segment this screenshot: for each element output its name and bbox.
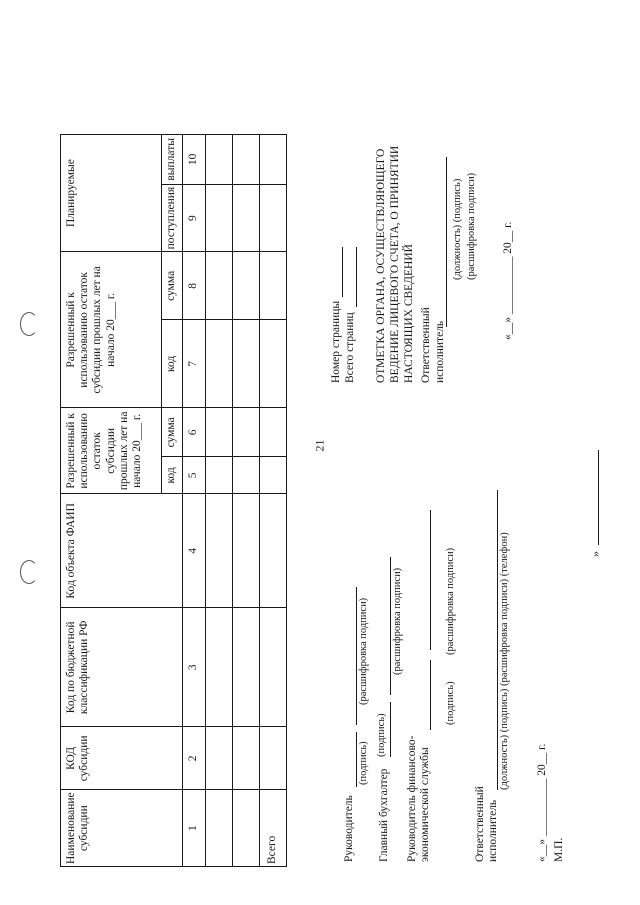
date-left: «__» __________ 20__ г. [536,743,548,862]
right-caption-1: (должность) (подпись) [452,178,463,280]
head-decode-caption: (расшифровка подписи) [358,597,369,705]
mark-line-2: ВЕДЕНИЕ ЛИЦЕВОГО СЧЕТА, О ПРИНЯТИИ [389,145,401,383]
fin-sign-caption: (подпись) [445,681,456,725]
page-number: 21 [312,439,327,452]
column-number: 6 [183,408,206,457]
fin-head-label-1: Руководитель финансово- [406,735,418,862]
bottom-mark: » [588,551,602,557]
fin-head-label-2: экономической службы [419,747,431,862]
subheader-payments: выплаты [162,134,183,184]
right-responsible-2: исполнитель [434,320,446,383]
table-row [233,134,260,866]
total-row [260,134,287,866]
total-label: Всего [260,790,287,867]
page-number-line [342,247,343,297]
ca-decode-caption: (расшифровка подписи) [392,567,403,675]
column-number: 4 [183,494,206,608]
header-permitted-prev-2: Разрешенный к использованию остаток субсидии прошлых лет на начало 20___ г. [61,252,162,408]
right-date: «__» __________ 20__ г. [502,221,514,340]
subheader-code: код [162,457,183,494]
mark-line-3: НАСТОЯЩИХ СВЕДЕНИЙ [403,244,415,383]
header-name: Наименование субсидии [61,790,183,867]
header-code: КОД субсидии [61,727,183,790]
total-pages-label: Всего страниц [344,312,356,383]
header-planned: Планируемые [61,134,162,252]
column-number: 9 [183,184,206,252]
stamp-label: М.П. [553,837,565,862]
subheader-sum-2: сумма [162,252,183,320]
column-number: 2 [183,727,206,790]
column-number: 5 [183,457,206,494]
responsible-caption: (должность) (подпись) (расшифровка подписи) (телефон) [499,532,510,790]
header-faip-code: Код объекта ФАИП [61,494,183,608]
subheader-sum: сумма [162,408,183,457]
bottom-line [598,450,599,545]
chief-accountant-label: Главный бухгалтер [378,768,390,862]
head-sign-line [356,732,357,787]
right-responsible-line [446,157,447,327]
column-number: 7 [183,320,206,408]
subheader-incoming: поступления [162,184,183,252]
head-decode-line [356,587,357,725]
subsidy-table [60,134,287,867]
header-permitted-prev: Разрешенный к использованию остаток субсидии прошлых лет на начало 20___ г. [61,408,162,494]
ca-decode-line [390,557,391,695]
responsible-sign-line [497,490,498,790]
subheader-code-2: код [162,320,183,408]
total-pages-line [356,247,357,307]
column-number-row [183,134,206,866]
page-number-label: Номер страницы [330,300,342,383]
ca-sign-line [390,702,391,757]
mark-line-1: ОТМЕТКА ОРГАНА, ОСУЩЕСТВЛЯЮЩЕГО [375,148,387,383]
column-number: 10 [183,134,206,184]
fin-sign-line [430,660,431,730]
fin-decode-line [430,510,431,650]
ca-sign-caption: (подпись) [376,713,387,757]
head-label: Руководитель [343,795,355,862]
responsible-label-2: исполнитель [487,799,499,862]
header-budget-code: Код по бюджетной классификации РФ [61,608,183,727]
right-caption-2: (расшифровка подписи) [466,172,477,280]
column-number: 3 [183,608,206,727]
column-number: 1 [183,790,206,867]
right-responsible-1: Ответственный [420,307,432,383]
fin-decode-caption: (расшифровка подписи) [445,547,456,655]
responsible-label-1: Ответственный [474,786,486,862]
table-row [206,134,233,866]
column-number: 8 [183,252,206,320]
head-sign-caption: (подпись) [358,741,369,785]
